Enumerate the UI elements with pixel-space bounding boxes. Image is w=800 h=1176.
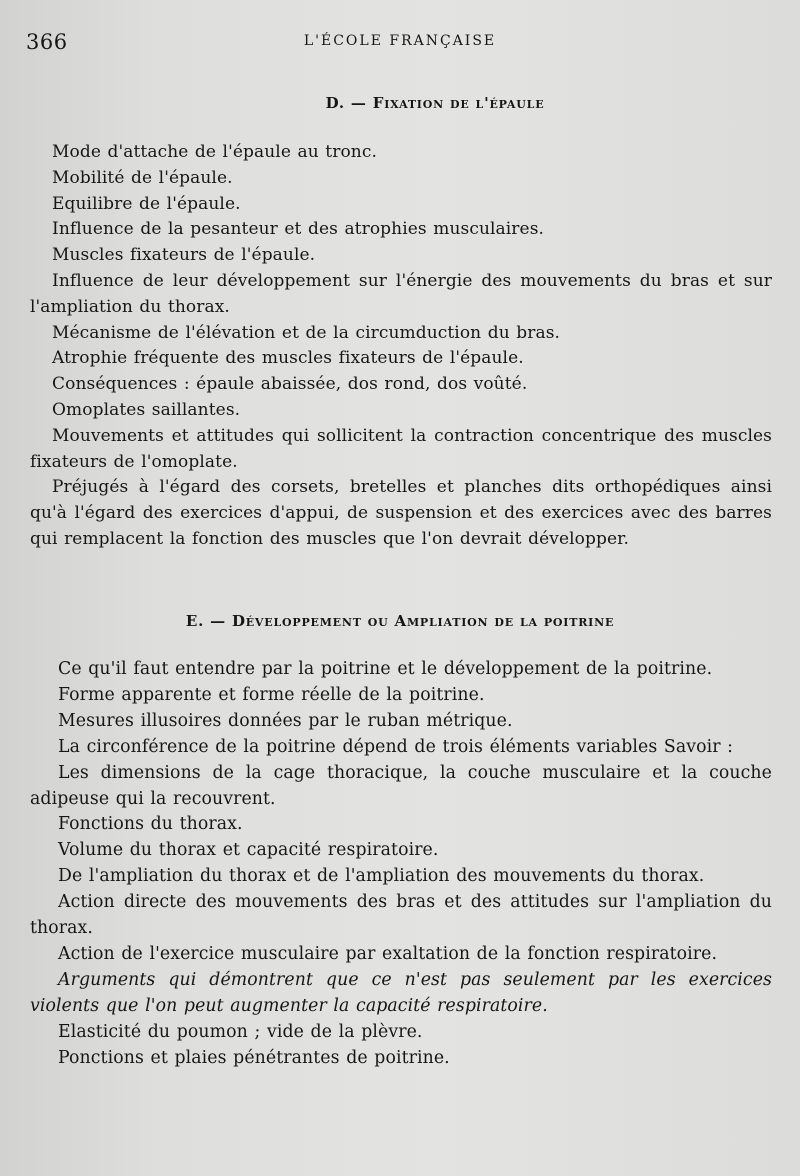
paragraph: Atrophie fréquente des muscles fixateurs de l'épaule. [52,348,524,369]
paragraph: Mode d'attache de l'épaule au tronc. [52,142,377,162]
paragraph: Omoplates saillantes. [52,399,241,420]
section-e-body [30,657,772,1072]
paragraph: Action de l'exercice musculaire par exaltation de la fonction respiratoire. [58,943,718,964]
paragraph: Conséquences : épaule abaissée, dos rond, dos voûté. [52,374,528,395]
paragraph: Mesures illusoires données par le ruban métrique. [58,710,513,731]
page-number: 366 [26,30,68,54]
section-heading-d: D. — Fixation de l'épaule [325,94,545,112]
paragraph: Mécanisme de l'élévation et de la circumduction du bras. [52,322,561,343]
paragraph: Fonctions du thorax. [58,814,243,835]
paragraph: Les dimensions de la cage thoracique, la couche musculaire et la couche adipeuse qui la recouvrent. [30,762,772,809]
paragraph: Volume du thorax et capacité respiratoire. [58,840,439,861]
paragraph: La circonférence de la poitrine dépend de trois éléments variables Savoir : [58,736,734,757]
paragraph: Equilibre de l'épaule. [52,193,241,214]
section-heading-e: E. — Développement ou Ampliation de la poitrine [185,612,615,630]
paragraph: Influence de leur développement sur l'énergie des mouvements du bras et sur l'ampliation du thorax. [30,270,772,317]
paragraph: Muscles fixateurs de l'épaule. [52,245,316,266]
paragraph: Mouvements et attitudes qui sollicitent la contraction concentrique des muscles fixateurs de l'omoplate. [30,425,772,472]
paragraph: Préjugés à l'égard des corsets, bretelles et planches dits orthopédiques ainsi qu'à l'égard des exercices d'appui, de suspension et des exercices avec des barres qui remplacent la fonction des muscles que l'on devrait développer. [30,477,772,549]
paragraph: Forme apparente et forme réelle de la poitrine. [58,684,485,705]
italic-paragraph: Arguments qui démontrent que ce n'est pas seulement par les exercices violents que l'on peut augmenter la capacité respiratoire. [30,969,772,1016]
paragraph: Elasticité du poumon ; vide de la plèvre. [58,1021,423,1042]
paragraph: De l'ampliation du thorax et de l'ampliation des mouvements du thorax. [58,866,705,887]
paragraph: Ce qu'il faut entendre par la poitrine et le développement de la poitrine. [58,659,713,679]
running-title: L'ÉCOLE FRANÇAISE [303,33,497,49]
page-header [22,30,778,56]
section-d-body [30,140,772,553]
paragraph: Influence de la pesanteur et des atrophies musculaires. [52,219,545,240]
paragraph: Ponctions et plaies pénétrantes de poitrine. [58,1047,450,1068]
paragraph: Mobilité de l'épaule. [52,167,233,188]
paragraph: Action directe des mouvements des bras et des attitudes sur l'ampliation du thorax. [30,892,772,939]
